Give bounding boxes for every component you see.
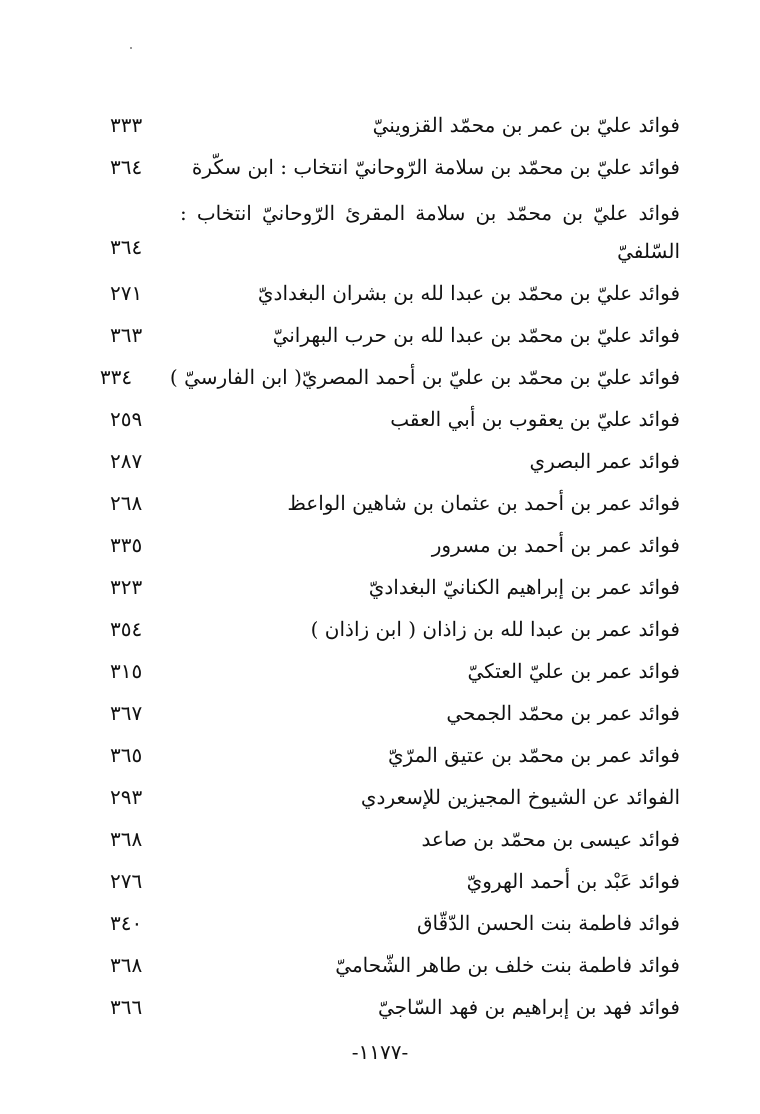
- scan-speck: [130, 47, 132, 49]
- entry-page-number: ٢٩٣: [110, 785, 143, 809]
- index-entry: [110, 482, 680, 524]
- index-entry: [110, 566, 680, 608]
- index-entry: [110, 272, 680, 314]
- entry-page-number: ٣٦٦: [110, 995, 143, 1019]
- index-entry: [110, 902, 680, 944]
- index-entries: [99, 104, 680, 1028]
- entry-title: فوائد عَبْد بن أحمد الهرويّ: [466, 869, 680, 893]
- entry-page-number: ٣٢٣: [110, 575, 143, 599]
- entry-page-number: ٣٣٣: [110, 113, 143, 137]
- entry-page-number: ٣٣٥: [110, 533, 143, 557]
- index-entry: [110, 146, 680, 188]
- entry-page-number: ٢٧٦: [110, 869, 143, 893]
- entry-page-number: ٣٤٠: [110, 911, 143, 935]
- entry-page-number: ٣٦٧: [110, 701, 143, 725]
- index-entry: [110, 650, 680, 692]
- entry-title: فوائد عيسى بن محمّد بن صاعد: [421, 827, 680, 851]
- entry-title: فوائد فاطمة بنت الحسن الدّقّاق: [417, 911, 680, 935]
- entry-page-number: ٣٦٨: [110, 827, 143, 851]
- entry-page-number: ٣٦٥: [110, 743, 143, 767]
- index-entry: [110, 188, 680, 272]
- entry-title: فوائد عمر البصري: [529, 449, 680, 473]
- entry-title: فوائد عليّ بن يعقوب بن أبي العقب: [390, 407, 680, 431]
- entry-title: الفوائد عن الشيوخ المجيزين للإسعردي: [360, 785, 680, 809]
- index-entry: [110, 440, 680, 482]
- entry-page-number: ٣٣٤: [99, 365, 133, 389]
- entry-page-number: ٣١٥: [110, 659, 143, 683]
- entry-page-number: ٣٦٤: [110, 155, 143, 179]
- index-entry: [110, 776, 680, 818]
- entry-title: فوائد عليّ بن محمّد بن عبدا لله بن حرب البهرانيّ: [272, 323, 680, 347]
- entry-title: فوائد عليّ بن محمّد بن سلامة المقرئ الرّوحانيّ انتخاب : السّلفيّ: [180, 201, 680, 263]
- entry-page-number: ٣٦٨: [110, 953, 143, 977]
- entry-title: فوائد عمر بن إبراهيم الكنانيّ البغداديّ: [368, 575, 680, 599]
- entry-title: فوائد عمر بن عليّ العتكيّ: [467, 659, 680, 683]
- entry-title: فوائد عمر بن أحمد بن مسرور: [431, 533, 680, 557]
- index-entry: [110, 104, 680, 146]
- entry-title: فوائد عليّ بن محمّد بن عبدا لله بن بشران البغداديّ: [257, 281, 680, 305]
- entry-title: فوائد فاطمة بنت خلف بن طاهر الشّحاميّ: [335, 953, 680, 977]
- index-entry: [110, 608, 680, 650]
- entry-title: فوائد عليّ بن عمر بن محمّد القزوينيّ: [372, 113, 680, 137]
- index-entry: [99, 356, 680, 398]
- entry-page-number: ٢٥٩: [110, 407, 143, 431]
- index-entry: [110, 314, 680, 356]
- entry-title: فوائد عمر بن محمّد بن عتيق المرّيّ: [387, 743, 680, 767]
- entry-title: فوائد عمر بن عبدا لله بن زاذان ( ابن زاذان ): [310, 617, 680, 641]
- index-entry: [110, 734, 680, 776]
- index-entry: [110, 524, 680, 566]
- index-entry: [110, 986, 680, 1028]
- index-entry: [110, 398, 680, 440]
- entry-page-number: ٣٥٤: [110, 617, 143, 641]
- entry-title: فوائد عمر بن أحمد بن عثمان بن شاهين الواعظ: [287, 491, 680, 515]
- entry-page-number: ٢٦٨: [110, 491, 143, 515]
- index-entry: [110, 692, 680, 734]
- entry-title: فوائد عليّ بن محمّد بن سلامة الرّوحانيّ انتخاب : ابن سكّرة: [191, 155, 680, 179]
- entry-page-number: ٣٦٤: [110, 235, 143, 259]
- entry-title: فوائد عمر بن محمّد الجمحي: [446, 701, 680, 725]
- index-entry: [110, 860, 680, 902]
- entry-title: فوائد عليّ بن محمّد بن عليّ بن أحمد المصريّ( ابن الفارسيّ ): [169, 365, 680, 389]
- entry-page-number: ٢٨٧: [110, 449, 143, 473]
- entry-title: فوائد فهد بن إبراهيم بن فهد السّاجيّ: [377, 995, 680, 1019]
- page-number: -١١٧٧-: [351, 1040, 409, 1064]
- entry-page-number: ٣٦٣: [110, 323, 143, 347]
- index-entry: [110, 818, 680, 860]
- entry-page-number: ٢٧١: [110, 281, 143, 305]
- index-entry: [110, 944, 680, 986]
